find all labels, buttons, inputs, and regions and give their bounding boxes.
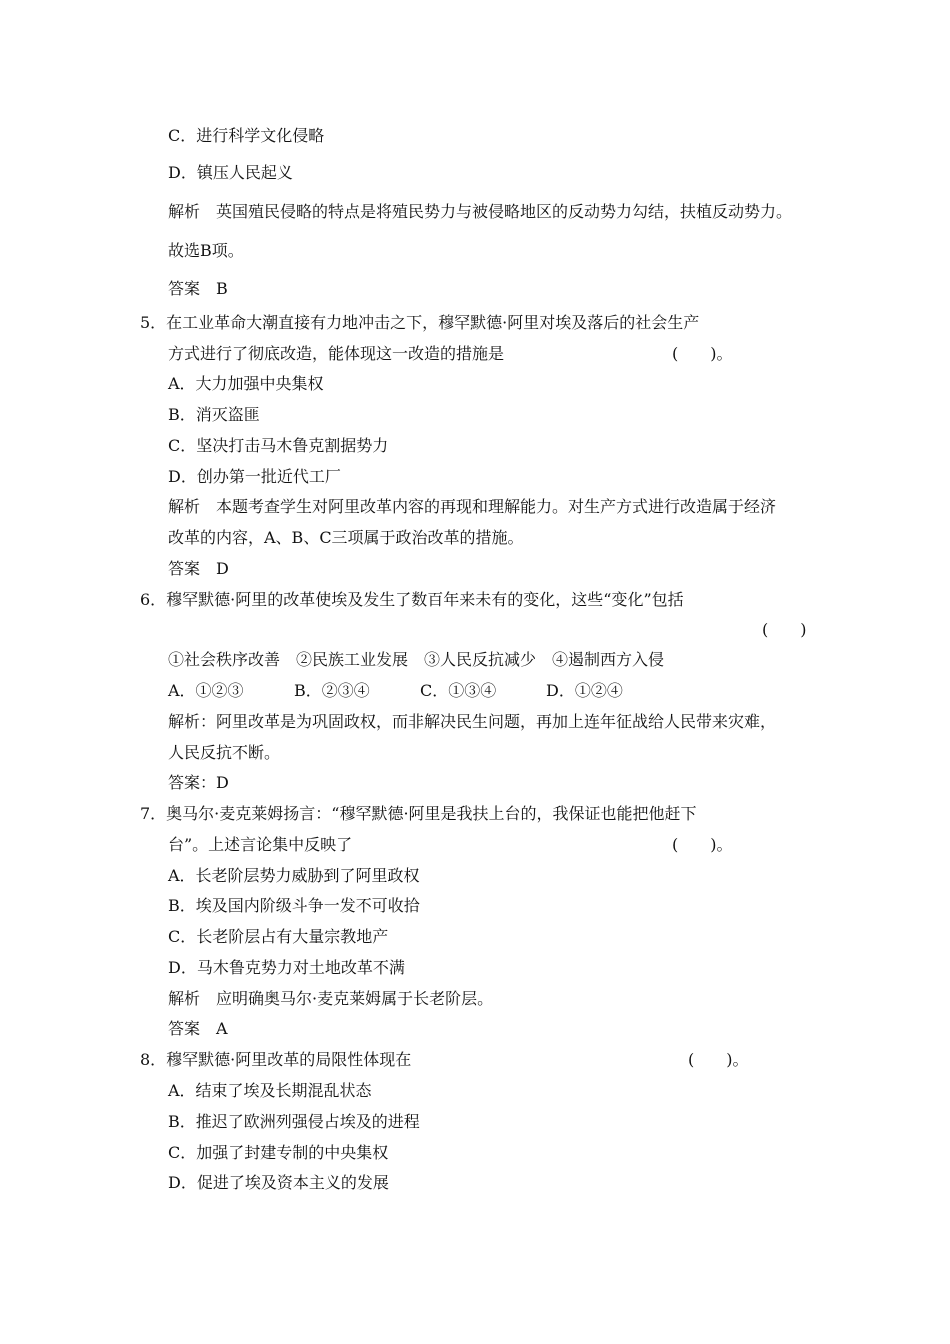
q6-items: ①社会秩序改善 ②民族工业发展 ③人民反抗减少 ④遏制西方入侵 bbox=[168, 650, 665, 669]
q6-answer-blank: ( ) bbox=[762, 620, 807, 639]
q5-option-c: C．坚决打击马木鲁克割据势力 bbox=[168, 436, 389, 455]
q4-answer: 答案 B bbox=[168, 279, 228, 298]
q6-option-c: C．①③④ bbox=[420, 681, 497, 700]
q5-answer-blank: ( )。 bbox=[672, 344, 733, 363]
q6-option-a: A．①②③ bbox=[168, 681, 244, 700]
q4-option-c: C．进行科学文化侵略 bbox=[168, 126, 325, 145]
q5-analysis-cont: 改革的内容，A、B、C三项属于政治改革的措施。 bbox=[168, 528, 524, 547]
q8-option-c: C．加强了封建专制的中央集权 bbox=[168, 1143, 389, 1162]
q7-answer: 答案 A bbox=[168, 1019, 228, 1038]
q6-analysis-cont: 人民反抗不断。 bbox=[168, 743, 281, 762]
q8-answer-blank: ( )。 bbox=[688, 1050, 749, 1069]
q7-option-a: A．长老阶层势力威胁到了阿里政权 bbox=[168, 866, 420, 885]
q4-analysis-cont: 故选B项。 bbox=[168, 241, 244, 260]
q7-option-b: B．埃及国内阶级斗争一发不可收拾 bbox=[168, 896, 420, 915]
q5-option-d: D．创办第一批近代工厂 bbox=[168, 467, 341, 486]
q7-stem-cont: 台”。上述言论集中反映了 bbox=[168, 835, 353, 854]
q7-option-d: D．马木鲁克势力对土地改革不满 bbox=[168, 958, 405, 977]
q6-answer: 答案：D bbox=[168, 773, 229, 792]
q8-option-b: B．推迟了欧洲列强侵占埃及的进程 bbox=[168, 1112, 420, 1131]
q5-analysis: 解析 本题考查学生对阿里改革内容的再现和理解能力。对生产方式进行改造属于经济 bbox=[168, 497, 777, 516]
q8-option-a: A．结束了埃及长期混乱状态 bbox=[168, 1081, 372, 1100]
q6-analysis: 解析：阿里改革是为巩固政权，而非解决民生问题，再加上连年征战给人民带来灾难， bbox=[168, 712, 777, 731]
q4-analysis: 解析 英国殖民侵略的特点是将殖民势力与被侵略地区的反动势力勾结，扶植反动势力。 bbox=[168, 202, 793, 221]
q7-option-c: C．长老阶层占有大量宗教地产 bbox=[168, 927, 389, 946]
q4-option-d: D．镇压人民起义 bbox=[168, 163, 293, 182]
q5-stem: 5．在工业革命大潮直接有力地冲击之下，穆罕默德·阿里对埃及落后的社会生产 bbox=[140, 313, 700, 332]
q6-stem: 6．穆罕默德·阿里的改革使埃及发生了数百年来未有的变化，这些“变化”包括 bbox=[140, 590, 684, 609]
q6-option-d: D．①②④ bbox=[546, 681, 623, 700]
q5-option-a: A．大力加强中央集权 bbox=[168, 374, 324, 393]
q7-analysis: 解析 应明确奥马尔·麦克莱姆属于长老阶层。 bbox=[168, 989, 494, 1008]
q5-option-b: B．消灭盗匪 bbox=[168, 405, 260, 424]
q8-option-d: D．促进了埃及资本主义的发展 bbox=[168, 1173, 389, 1192]
q8-stem: 8．穆罕默德·阿里改革的局限性体现在 bbox=[140, 1050, 412, 1069]
q7-answer-blank: ( )。 bbox=[672, 835, 733, 854]
q7-stem: 7．奥马尔·麦克莱姆扬言：“穆罕默德·阿里是我扶上台的，我保证也能把他赶下 bbox=[140, 804, 697, 823]
q5-stem-cont: 方式进行了彻底改造，能体现这一改造的措施是 bbox=[168, 344, 505, 363]
q6-option-b: B．②③④ bbox=[294, 681, 370, 700]
q5-answer: 答案 D bbox=[168, 559, 229, 578]
